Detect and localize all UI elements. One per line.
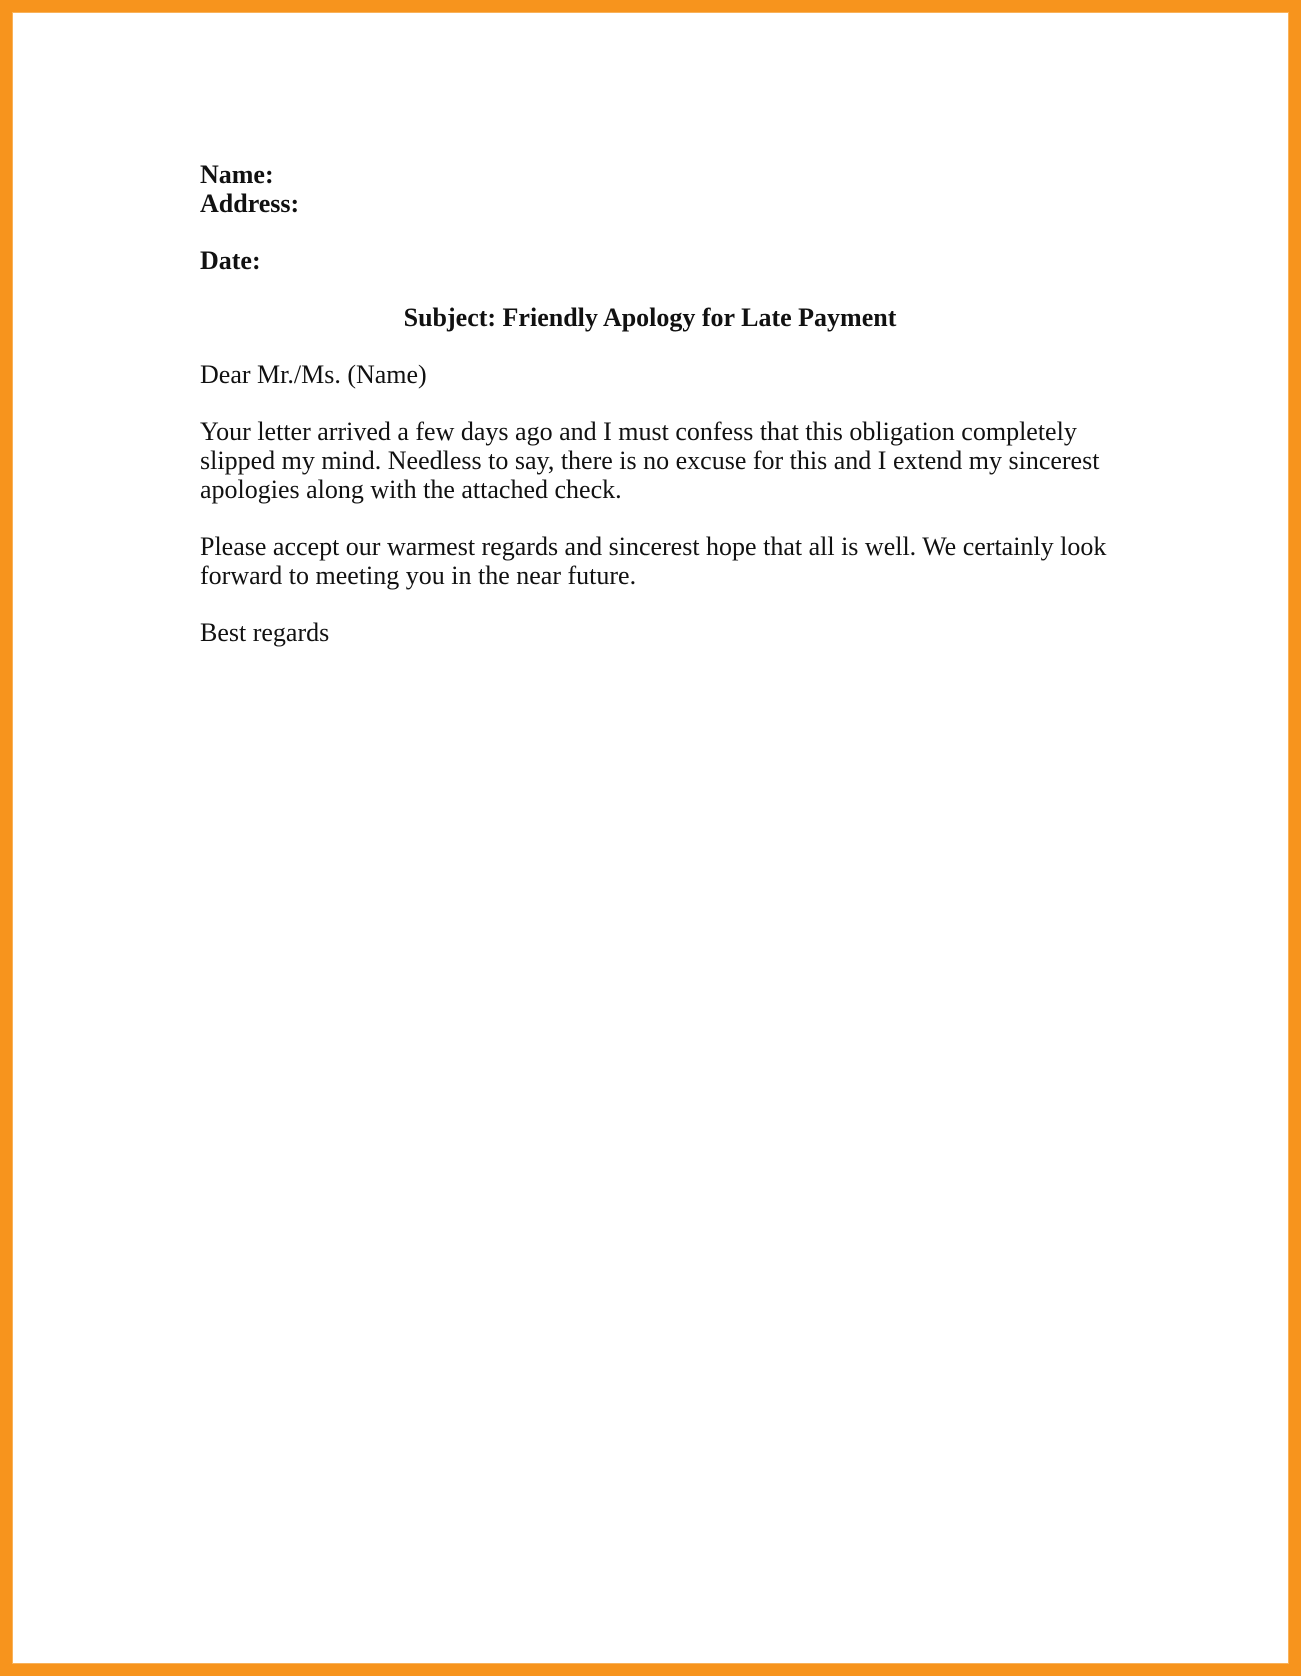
- name-label: Name:: [200, 160, 274, 189]
- paragraph-1: [200, 417, 1100, 504]
- paragraph-1-line: Your letter arrived a few days ago and I must confess that this obligation completely: [200, 417, 1077, 446]
- salutation: Dear Mr./Ms. (Name): [200, 360, 427, 389]
- paragraph-2: [200, 532, 1107, 590]
- date-label: Date:: [200, 246, 261, 275]
- letter-body: [200, 160, 1107, 647]
- paragraph-1-line: slipped my mind. Needless to say, there is no excuse for this and I extend my sincerest: [200, 446, 1100, 475]
- closing: Best regards: [200, 618, 330, 647]
- subject-line: Subject: Friendly Apology for Late Payment: [403, 303, 897, 332]
- paragraph-2-line: Please accept our warmest regards and sincerest hope that all is well. We certainly look: [200, 532, 1107, 561]
- paragraph-2-line: forward to meeting you in the near future.: [200, 561, 637, 590]
- address-label: Address:: [200, 189, 300, 218]
- paragraph-1-line: apologies along with the attached check.: [200, 475, 622, 504]
